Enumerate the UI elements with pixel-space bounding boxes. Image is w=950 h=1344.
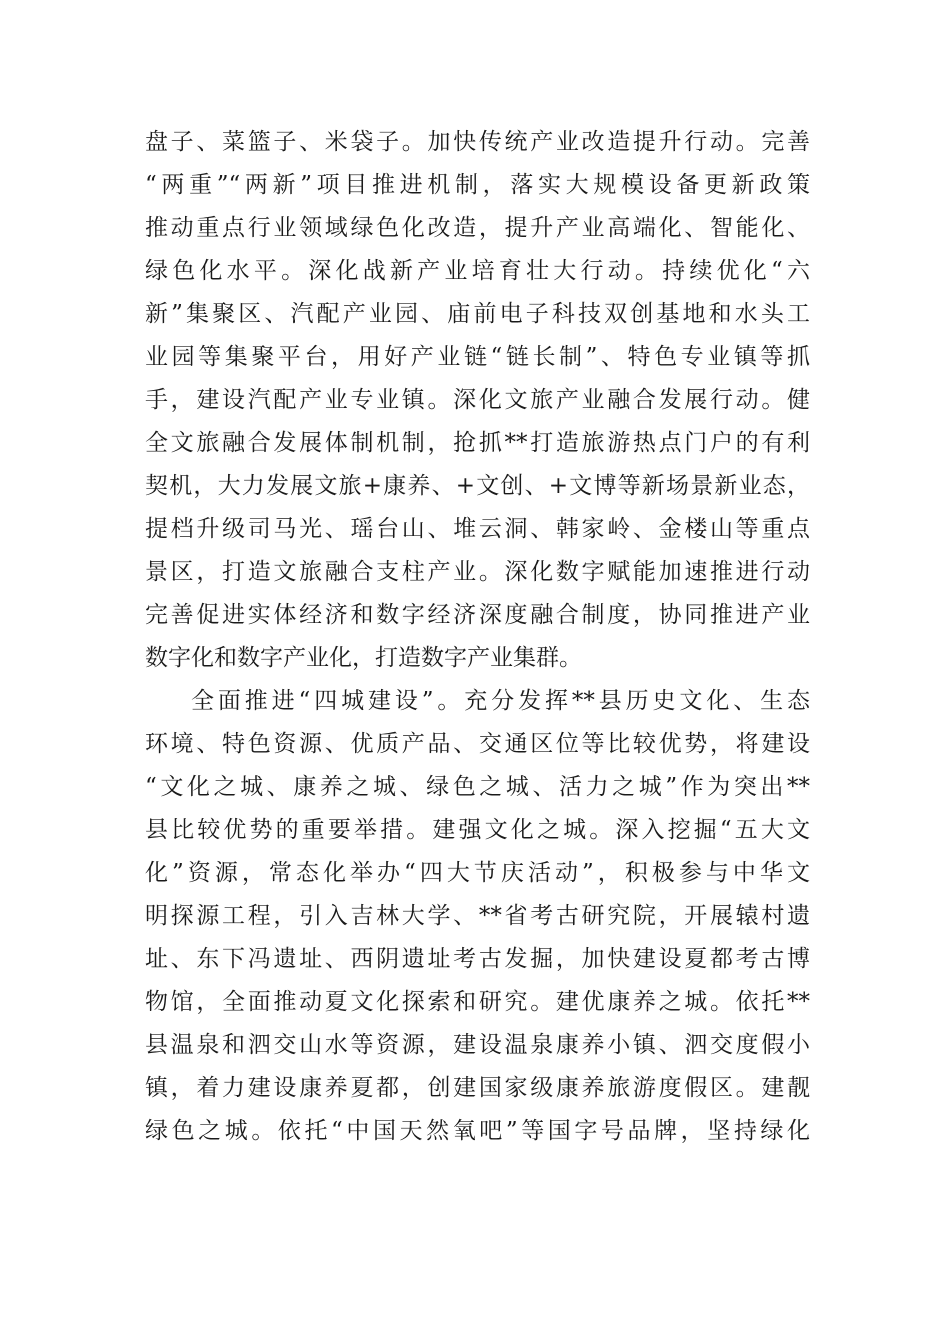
text-line: 县温泉和泗交山水等资源，建设温泉康养小镇、泗交度假小 bbox=[145, 1032, 810, 1058]
text-line: 址、东下冯遗址、西阴遗址考古发掘，加快建设夏都考古博 bbox=[145, 946, 810, 972]
text-line: 环境、特色资源、优质产品、交通区位等比较优势，将建设 bbox=[145, 731, 810, 757]
text-line: 推动重点行业领域绿色化改造，提升产业高端化、智能化、 bbox=[145, 215, 810, 241]
text-line: 全面推进“四城建设”。充分发挥**县历史文化、生态 bbox=[191, 688, 810, 714]
text-line: 新”集聚区、汽配产业园、庙前电子科技双创基地和水头工 bbox=[145, 301, 810, 327]
paragraph-1 bbox=[145, 121, 810, 680]
text-line: 手，建设汽配产业专业镇。深化文旅产业融合发展行动。健 bbox=[145, 387, 810, 413]
text-line: “两重”“两新”项目推进机制，落实大规模设备更新政策 bbox=[145, 172, 810, 198]
text-line: 景区，打造文旅融合支柱产业。深化数字赋能加速推进行动 bbox=[145, 559, 810, 585]
paragraph-2 bbox=[145, 680, 810, 1153]
text-line: 绿色化水平。深化战新产业培育壮大行动。持续优化“六 bbox=[145, 258, 810, 284]
text-line: 提档升级司马光、瑶台山、堆云洞、韩家岭、金楼山等重点 bbox=[145, 516, 810, 542]
text-line: 县比较优势的重要举措。建强文化之城。深入挖掘“五大文 bbox=[145, 817, 810, 843]
text-line: 全文旅融合发展体制机制，抢抓**打造旅游热点门户的有利 bbox=[145, 430, 810, 456]
text-line: 镇，着力建设康养夏都，创建国家级康养旅游度假区。建靓 bbox=[145, 1075, 810, 1101]
text-line: 数字化和数字产业化，打造数字产业集群。 bbox=[145, 645, 582, 671]
text-line: 业园等集聚平台，用好产业链“链长制”、特色专业镇等抓 bbox=[145, 344, 810, 370]
text-line: 明探源工程，引入吉林大学、**省考古研究院，开展辕村遗 bbox=[145, 903, 810, 929]
text-line: 盘子、菜篮子、米袋子。加快传统产业改造提升行动。完善 bbox=[145, 129, 810, 155]
document-body bbox=[145, 121, 810, 1153]
text-line: 物馆，全面推动夏文化探索和研究。建优康养之城。依托** bbox=[145, 989, 810, 1015]
text-line: 契机，大力发展文旅+康养、+文创、+文博等新场景新业态， bbox=[145, 473, 810, 499]
text-line: “文化之城、康养之城、绿色之城、活力之城”作为突出** bbox=[145, 774, 810, 800]
text-line: 绿色之城。依托“中国天然氧吧”等国字号品牌，坚持绿化 bbox=[145, 1118, 810, 1144]
text-line: 完善促进实体经济和数字经济深度融合制度，协同推进产业 bbox=[145, 602, 810, 628]
text-line: 化”资源，常态化举办“四大节庆活动”，积极参与中华文 bbox=[145, 860, 810, 886]
